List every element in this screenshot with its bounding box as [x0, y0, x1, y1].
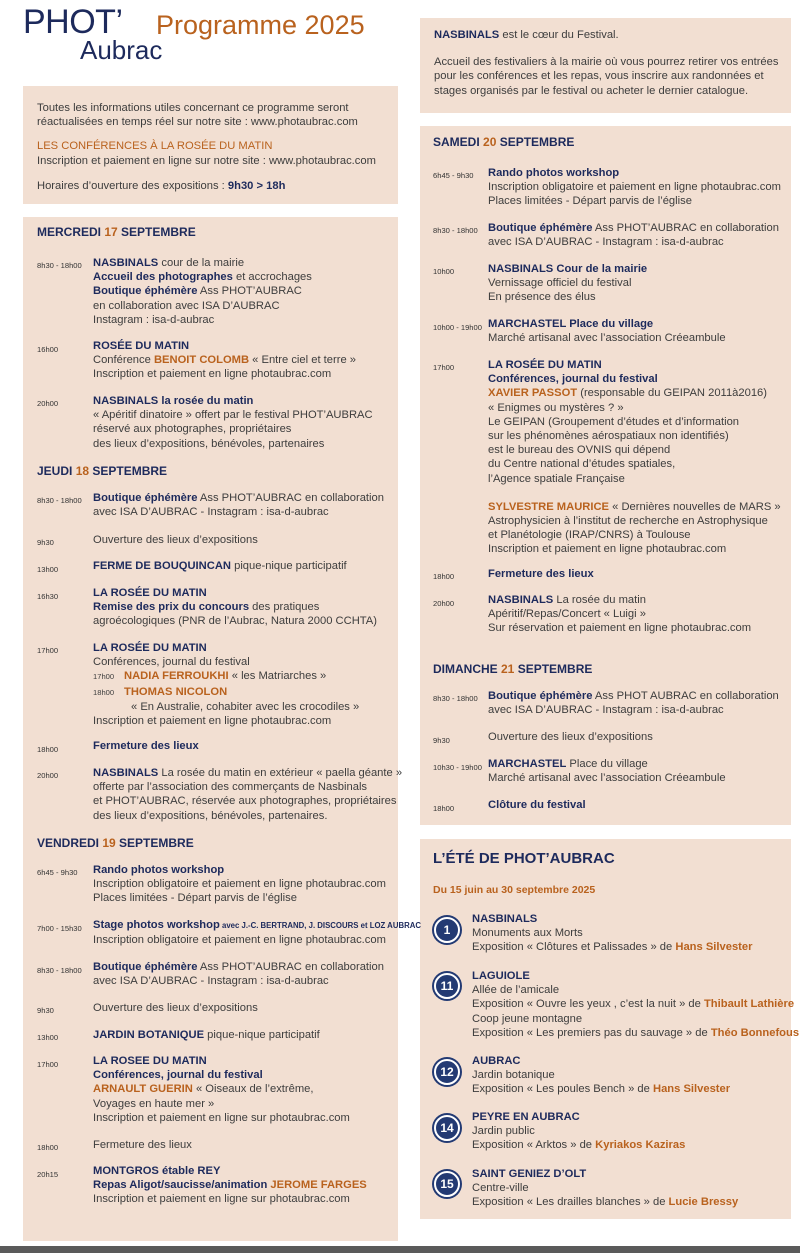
day-month: SEPTEMBRE: [117, 225, 196, 239]
event-subtitle: avec J.-C. BERTRAND, J. DISCOURS et LOZ AUBRAC: [219, 921, 421, 930]
event-text: offerte par l’association des commerçants de Nasbinals: [93, 781, 368, 794]
event-wed-2: [93, 339, 356, 382]
event-text: Inscription et paiement en ligne sur photaubrac.com: [93, 1193, 350, 1206]
summer-expo: Exposition « Arktos » de: [472, 1139, 596, 1152]
time-label: 20h15: [37, 1170, 59, 1179]
event-text: Vernissage officiel du festival: [488, 277, 632, 290]
event-title: Accueil des photographes: [93, 271, 233, 284]
event-text: des lieux d’expositions, bénévoles, partenaires: [93, 437, 325, 450]
event-text: Voyages en haute mer »: [93, 1097, 215, 1110]
time-label: 13h00: [37, 565, 59, 574]
event-title: Boutique éphémère: [93, 961, 198, 973]
time-label: 16h00: [37, 345, 59, 354]
event-text: et accrochages: [232, 271, 312, 284]
info-line-2: réactualisées en temps réel sur notre site : www.photaubrac.com: [37, 116, 358, 129]
event-text: avec ISA D’AUBRAC - Instagram : isa-d-aubrac: [93, 975, 329, 988]
event-text: et PHOT’AUBRAC, réservée aux photographes, propriétaires: [93, 795, 397, 808]
speaker-name: NADIA FERROUKHI: [124, 670, 229, 683]
day-month: SEPTEMBRE: [496, 135, 575, 149]
hours-line: [37, 179, 376, 193]
event-text: des lieux d’expositions, bénévoles, partenaires.: [93, 809, 328, 822]
event-place: NASBINALS: [93, 257, 159, 269]
artist-name: Théo Bonnefous: [710, 1026, 800, 1039]
hours-value: 9h30 > 18h: [227, 179, 286, 192]
bottom-bar: [0, 1246, 800, 1253]
summer-title: L’ÉTÉ DE PHOT’AUBRAC: [433, 850, 615, 867]
time-label: 18h00: [37, 1143, 59, 1152]
info-text: [37, 101, 376, 193]
time-label: 18h00: [433, 804, 455, 813]
sub-time: 18h00: [93, 687, 115, 697]
event-text: Instagram : isa-d-aubrac: [93, 313, 215, 326]
event-text: Apéritif/Repas/Concert « Luigi »: [488, 608, 646, 621]
day-name: VENDREDI: [37, 836, 103, 850]
event-sun-2: [488, 730, 653, 744]
summer-venue: Monuments aux Morts: [472, 927, 583, 940]
event-title: Remise des prix du concours: [93, 601, 250, 614]
event-text: Places limitées - Départ parvis de l’église: [488, 195, 692, 208]
intro-p3: stages organisés par le festival ou acheter le dernier catalogue.: [434, 84, 749, 97]
day-header-wed: [37, 225, 196, 239]
map-marker-12: 12: [434, 1059, 460, 1085]
time-label: 10h30 - 19h00: [433, 763, 482, 772]
event-title: Fermeture des lieux: [488, 568, 594, 580]
event-text: pique-nique participatif: [204, 1029, 320, 1041]
time-label: 16h30: [37, 592, 59, 601]
event-place: MARCHASTEL: [488, 758, 567, 770]
event-sat-7: [488, 593, 751, 636]
event-text: Ass PHOT’AUBRAC en collaboration: [592, 222, 779, 234]
summer-item-1: [472, 912, 752, 955]
day-month: SEPTEMBRE: [89, 464, 168, 478]
event-sat-4: [488, 317, 726, 345]
event-text: Astrophysicien à l’institut de recherche en Astrophysique: [488, 515, 768, 528]
day-name: MERCREDI: [37, 225, 105, 239]
summer-expo: Exposition « Les premiers pas du sauvage » de: [472, 1026, 711, 1039]
event-fri-2: [93, 918, 421, 947]
event-text: en collaboration avec ISA D’AUBRAC: [93, 299, 280, 312]
day-header-sat: [433, 135, 574, 149]
brand-phot: PHOT’: [23, 3, 123, 41]
event-place: NASBINALS: [488, 594, 554, 606]
summer-item-12: [472, 1054, 730, 1097]
event-text: réservé aux photographes, propriétaires: [93, 423, 292, 436]
event-title: Clôture du festival: [488, 799, 586, 811]
summer-expo: Exposition « Ouvre les yeux , c’est la nuit » de: [472, 998, 704, 1011]
time-label: 17h00: [37, 646, 59, 655]
hours-label: Horaires d’ouverture des expositions :: [37, 179, 228, 192]
event-text: avec ISA D’AUBRAC - Instagram : isa-d-aubrac: [488, 704, 724, 717]
time-label: 13h00: [37, 1033, 59, 1042]
summer-place: NASBINALS: [472, 913, 538, 925]
speaker-name: XAVIER PASSOT: [488, 387, 578, 400]
summer-venue: Allée de l’amicale: [472, 984, 560, 997]
event-text: La rosée du matin en extérieur « paella géante »: [158, 767, 403, 779]
event-text: Ass PHOT’AUBRAC en collaboration: [197, 961, 384, 973]
event-title: NASBINALS Cour de la mairie: [488, 263, 648, 275]
event-title: LA ROSÉE DU MATIN: [488, 359, 602, 371]
summer-venue: Jardin public: [472, 1125, 535, 1138]
event-thu-1: [93, 491, 384, 519]
time-label: 8h30 - 18h00: [37, 966, 82, 975]
event-text: « Enigmes ou mystères ? »: [488, 401, 624, 414]
artist-name: Thibault Lathière: [703, 998, 795, 1011]
summer-item-14: [472, 1110, 685, 1153]
event-text: Ouverture des lieux d’expositions: [93, 534, 258, 546]
summer-place: SAINT GENIEZ D’OLT: [472, 1168, 587, 1180]
event-sun-4: [488, 798, 586, 812]
map-marker-1: 1: [434, 917, 460, 943]
speaker-name: JEROME FARGES: [270, 1179, 367, 1192]
day-name: SAMEDI: [433, 135, 484, 149]
time-label: 8h30 - 18h00: [37, 261, 82, 270]
event-text: Inscription et paiement en ligne photaubrac.com: [488, 543, 727, 556]
conf-title: LES CONFÉRENCES À LA ROSÉE DU MATIN: [37, 140, 273, 153]
summer-expo: Exposition « Les drailles blanches » de: [472, 1196, 669, 1209]
event-fri-7: [93, 1138, 192, 1152]
sub-time: 17h00: [93, 672, 115, 682]
event-place: NASBINALS: [93, 767, 159, 779]
event-fri-6: [93, 1054, 350, 1125]
event-text: Fermeture des lieux: [93, 1139, 192, 1151]
event-text: Le GEIPAN (Groupement d’études et d’information: [488, 415, 740, 428]
summer-dates: Du 15 juin au 30 septembre 2025: [433, 884, 596, 896]
intro-p2: pour les conférences et les repas, vous inscrire aux randonnées et: [434, 70, 764, 83]
event-title: MARCHASTEL Place du village: [488, 318, 654, 330]
event-title: Rando photos workshop: [93, 864, 225, 876]
event-fri-3: [93, 960, 384, 988]
time-label: 18h00: [37, 745, 59, 754]
event-text: cour de la mairie: [158, 257, 245, 269]
day-header-fri: [37, 836, 194, 850]
info-line-1: Toutes les informations utiles concernant ce programme seront: [37, 102, 349, 114]
event-text: « Apéritif dinatoire » offert par le festival PHOT’AUBRAC: [93, 409, 373, 422]
event-thu-6: [93, 739, 199, 753]
event-text: Ouverture des lieux d’expositions: [93, 1002, 258, 1014]
day-name: DIMANCHE: [433, 662, 501, 676]
time-label: 17h00: [433, 363, 455, 372]
event-sat-5: [488, 358, 781, 557]
event-title: ROSÉE DU MATIN: [93, 340, 190, 352]
time-label: 10h00: [433, 267, 455, 276]
summer-expo: Exposition « Clôtures et Palissades » de: [472, 941, 676, 954]
conf-line: Inscription et paiement en ligne sur notre site : www.photaubrac.com: [37, 154, 376, 167]
time-label: 18h00: [433, 572, 455, 581]
event-text: agroécologiques (PNR de l’Aubrac, Natura 2000 CCHTA): [93, 615, 377, 628]
summer-place: PEYRE EN AUBRAC: [472, 1111, 580, 1123]
event-text: (responsable du GEIPAN 2011à2016): [577, 387, 768, 400]
event-sat-2: [488, 221, 779, 249]
summer-place: LAGUIOLE: [472, 970, 530, 982]
summer-venue: Centre-ville: [472, 1182, 529, 1195]
summer-venue: Coop jeune montagne: [472, 1012, 583, 1025]
event-sat-3: [488, 262, 647, 305]
event-text: avec ISA D’AUBRAC - Instagram : isa-d-aubrac: [93, 506, 329, 519]
intro-title-line: [434, 28, 778, 42]
event-text: des pratiques: [249, 601, 320, 614]
event-title: LA ROSEE DU MATIN: [93, 1055, 207, 1067]
event-wed-1: [93, 256, 312, 327]
time-label: 10h00 - 19h00: [433, 323, 482, 332]
event-thu-2: [93, 533, 258, 547]
day-num: 18: [75, 464, 90, 478]
event-title: Conférences, journal du festival: [488, 373, 658, 386]
artist-name: Lucie Bressy: [668, 1196, 739, 1209]
time-label: 20h00: [433, 599, 455, 608]
time-label: 20h00: [37, 771, 59, 780]
time-label: 9h30: [433, 736, 450, 745]
speaker-name: BENOIT COLOMB: [153, 354, 250, 367]
event-title: Conférences, journal du festival: [93, 1069, 263, 1082]
event-title: Repas Aligot/saucisse/animation: [93, 1179, 271, 1192]
day-header-thu: [37, 464, 167, 478]
intro-text: [434, 28, 778, 98]
event-title: Fermeture des lieux: [93, 740, 199, 752]
event-text: Ouverture des lieux d’expositions: [488, 731, 653, 743]
time-label: 8h30 - 18h00: [37, 496, 82, 505]
event-title: LA ROSÉE DU MATIN: [93, 587, 207, 599]
day-num: 21: [501, 662, 515, 676]
event-thu-5: [93, 641, 359, 728]
event-sun-3: [488, 757, 726, 785]
programme-title: Programme 2025: [156, 10, 365, 40]
summer-expo: Exposition « Les poules Bench » de: [472, 1083, 653, 1096]
event-thu-3: [93, 559, 347, 573]
event-text: pique-nique participatif: [230, 560, 347, 572]
day-header-sun: [433, 662, 592, 676]
artist-name: Hans Silvester: [653, 1083, 731, 1096]
time-label: 17h00: [37, 1060, 59, 1069]
event-fri-5: [93, 1028, 320, 1042]
event-text: La rosée du matin: [553, 594, 646, 606]
event-text: « les Matriarches »: [228, 670, 327, 683]
event-text: Inscription obligatoire et paiement en ligne photaubrac.com: [93, 878, 386, 891]
event-fri-1: [93, 863, 386, 906]
event-text: Ass PHOT AUBRAC en collaboration: [592, 690, 779, 702]
event-thu-4: [93, 586, 377, 629]
artist-name: Hans Silvester: [675, 941, 753, 954]
event-title: Stage photos workshop: [93, 919, 220, 931]
event-wed-3: [93, 394, 373, 451]
map-marker-14: 14: [434, 1115, 460, 1141]
day-num: 17: [104, 225, 118, 239]
event-text: « En Australie, cohabiter avec les crocodiles »: [131, 700, 360, 713]
day-month: SEPTEMBRE: [115, 836, 194, 850]
event-sat-1: [488, 166, 781, 209]
event-text: Places limitées - Départ parvis de l’église: [93, 892, 297, 905]
event-text: Inscription et paiement en ligne sur photaubrac.com: [93, 1111, 350, 1124]
intro-title: NASBINALS: [434, 29, 500, 41]
event-title: Boutique éphémère: [488, 222, 593, 234]
artist-name: Kyriakos Kaziras: [595, 1139, 686, 1152]
event-text: Inscription obligatoire et paiement en ligne photaubrac.com: [488, 181, 781, 194]
event-text: est le bureau des OVNIS qui dépend: [488, 444, 671, 457]
time-label: 8h30 - 18h00: [433, 694, 478, 703]
time-label: 9h30: [37, 1006, 54, 1015]
speaker-name: SYLVESTRE MAURICE: [488, 500, 610, 513]
event-text: Ass PHOT’AUBRAC: [197, 285, 302, 298]
summer-item-11: [472, 969, 799, 1040]
event-text: Ass PHOT’AUBRAC en collaboration: [197, 492, 384, 504]
event-text: Inscription et paiement en ligne photaubrac.com: [93, 368, 332, 381]
event-text: En présence des élus: [488, 291, 596, 304]
time-label: 8h30 - 18h00: [433, 226, 478, 235]
event-text: Place du village: [566, 758, 648, 770]
time-label: 9h30: [37, 538, 54, 547]
event-title: Boutique éphémère: [93, 492, 198, 504]
day-num: 19: [102, 836, 116, 850]
event-title: LA ROSÉE DU MATIN: [93, 642, 207, 654]
event-text: sur les phénomènes aérospatiaux non identifiés): [488, 430, 729, 443]
event-place: JARDIN BOTANIQUE: [93, 1029, 205, 1041]
event-text: Inscription et paiement en ligne photaubrac.com: [93, 715, 332, 728]
event-text: Sur réservation et paiement en ligne photaubrac.com: [488, 622, 752, 635]
event-text: l’Agence spatiale Française: [488, 472, 625, 485]
event-text: Conférence: [93, 354, 154, 367]
time-label: 20h00: [37, 399, 59, 408]
event-text: et Planétologie (IRAP/CNRS) à Toulouse: [488, 529, 691, 542]
brand-aubrac: Aubrac: [80, 35, 163, 65]
event-title: Rando photos workshop: [488, 167, 620, 179]
summer-place: AUBRAC: [472, 1055, 521, 1067]
map-marker-15: 15: [434, 1171, 460, 1197]
event-fri-4: [93, 1001, 258, 1015]
event-fri-8: [93, 1164, 367, 1207]
event-title: NASBINALS la rosée du matin: [93, 395, 254, 407]
time-label: 6h45 - 9h30: [433, 171, 474, 180]
event-text: avec ISA D’AUBRAC - Instagram : isa-d-aubrac: [488, 236, 724, 249]
event-place: FERME DE BOUQUINCAN: [93, 560, 231, 572]
intro-title-rest: est le cœur du Festival.: [499, 29, 619, 41]
day-num: 20: [483, 135, 497, 149]
day-month: SEPTEMBRE: [514, 662, 593, 676]
day-name: JEUDI: [37, 464, 76, 478]
event-title: MONTGROS étable REY: [93, 1165, 221, 1177]
time-label: 7h00 - 15h30: [37, 924, 82, 933]
summer-item-15: [472, 1167, 738, 1210]
event-title: Boutique éphémère: [488, 690, 593, 702]
event-text: Conférences, journal du festival: [93, 656, 250, 669]
intro-p1: Accueil des festivaliers à la mairie où vous pourrez retirer vos entrées: [434, 56, 779, 69]
speaker-name: THOMAS NICOLON: [124, 685, 228, 698]
event-sun-1: [488, 689, 779, 717]
event-thu-7: [93, 766, 402, 823]
event-title: Boutique éphémère: [93, 285, 198, 298]
event-text: Marché artisanal avec l’association Créeambule: [488, 332, 726, 345]
event-text: « Entre ciel et terre »: [249, 354, 357, 367]
event-sat-6: [488, 567, 594, 581]
event-text: « Oiseaux de l’extrême,: [192, 1083, 314, 1096]
summer-venue: Jardin botanique: [472, 1069, 555, 1082]
speaker-name: ARNAULT GUERIN: [93, 1083, 193, 1096]
event-text: du Centre national d’études spatiales,: [488, 458, 676, 471]
event-text: « Dernières nouvelles de MARS »: [609, 500, 781, 513]
map-marker-11: 11: [434, 973, 460, 999]
event-text: Inscription obligatoire et paiement en ligne photaubrac.com: [93, 934, 386, 947]
time-label: 6h45 - 9h30: [37, 868, 78, 877]
event-text: Marché artisanal avec l’association Créeambule: [488, 772, 726, 785]
